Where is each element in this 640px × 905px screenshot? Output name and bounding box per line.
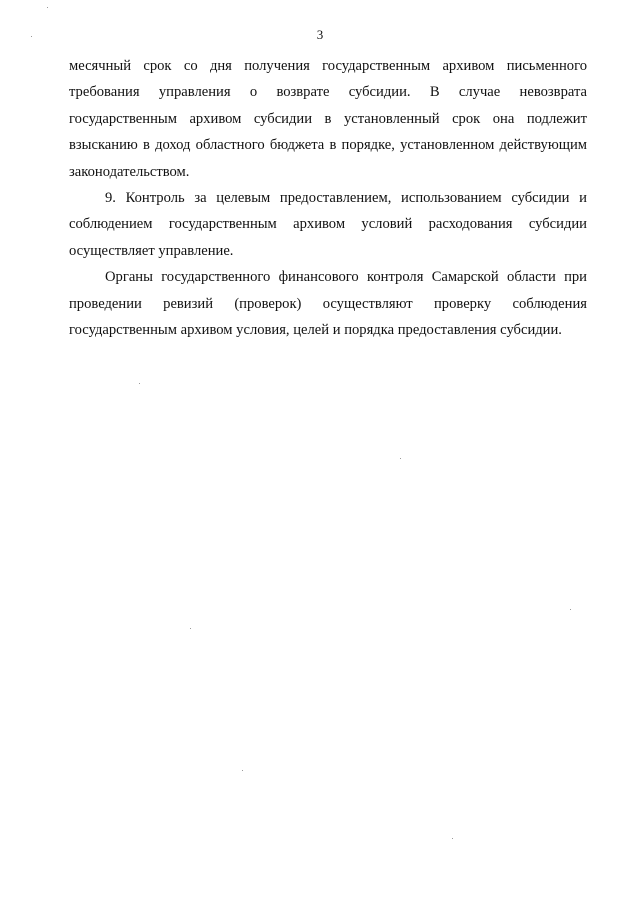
document-body [69, 53, 587, 343]
scan-speck [31, 36, 32, 37]
scan-speck [452, 838, 453, 839]
scan-speck [47, 7, 48, 8]
paragraph-financial-audit: Органы государственного финансового контроля Самарской области при проведении ревизий (проверок) осуществляют проверку соблюдения государственным архивом условия, целей и порядка предоставления субсидии. [69, 269, 587, 339]
paragraph-refund-terms: месячный срок со дня получения государственным архивом письменного требования управления о возврате субсидии. В случае невозврата государственным архивом субсидии в установленный срок она подлежит взысканию в доход областного бюджета в порядке, установленном действующим законодательством. [69, 58, 587, 180]
paragraph-control: 9. Контроль за целевым предоставлением, использованием субсидии и соблюдением государственным архивом условий расходования субсидии осуществляет управление. [69, 190, 587, 259]
scan-speck [139, 383, 140, 384]
page-number: 3 [316, 27, 324, 42]
scan-speck [570, 609, 571, 610]
scan-speck [190, 628, 191, 629]
scan-speck [242, 770, 243, 771]
scan-speck [400, 458, 401, 459]
